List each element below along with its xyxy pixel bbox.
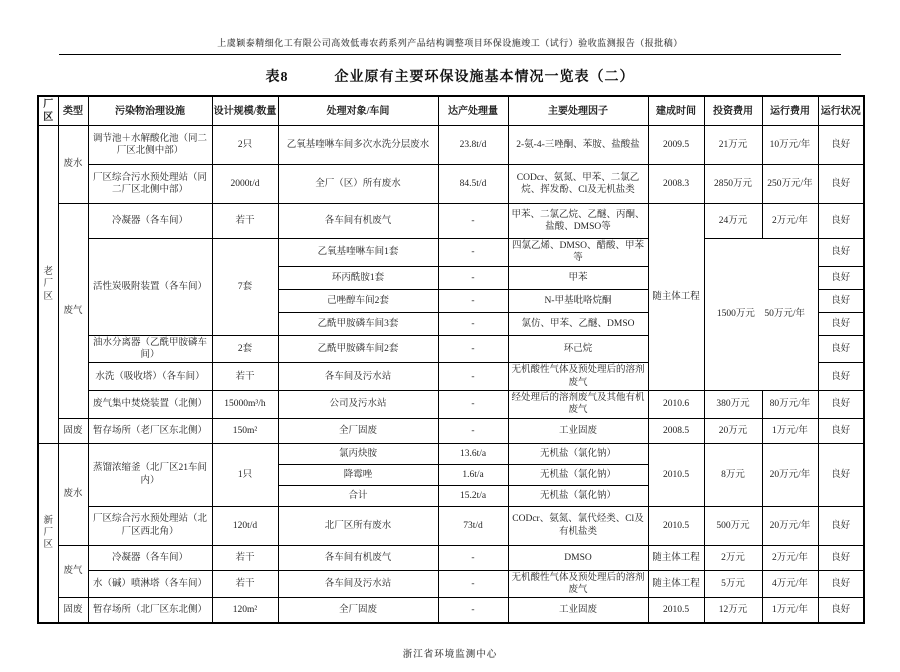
status-cell: 良好 [818, 545, 864, 570]
cost-merged-cell: 1500万元 50万元/年 [704, 239, 818, 391]
scale-cell: 2000t/d [212, 165, 278, 204]
target-cell: 乙酰甲胺磷车间2套 [278, 335, 438, 363]
run-cost-cell: 4万元/年 [762, 570, 818, 598]
capacity-cell: 23.8t/d [438, 126, 508, 165]
status-cell: 良好 [818, 443, 864, 506]
target-cell: 北厂区所有废水 [278, 506, 438, 545]
target-cell: 各车间有机废气 [278, 545, 438, 570]
status-cell: 良好 [818, 598, 864, 624]
factor-cell: 工业固废 [508, 418, 648, 443]
invest-cost-cell: 8万元 [704, 443, 762, 506]
factor-cell: 甲苯、二氯乙烷、乙醚、丙酮、盐酸、DMSO等 [508, 204, 648, 239]
column-header: 厂区 [38, 96, 58, 126]
column-header: 建成时间 [648, 96, 704, 126]
capacity-cell: - [438, 204, 508, 239]
column-header: 处理对象/车间 [278, 96, 438, 126]
page-title [0, 66, 900, 86]
factor-cell: 工业固废 [508, 598, 648, 624]
column-header: 污染物治理设施 [88, 96, 212, 126]
invest-cost-cell: 500万元 [704, 506, 762, 545]
waste-type-cell: 废气 [58, 545, 88, 598]
factor-cell: 氯仿、甲苯、乙醚、DMSO [508, 312, 648, 335]
scale-cell: 若干 [212, 363, 278, 391]
status-cell: 良好 [818, 312, 864, 335]
build-date-cell: 2009.5 [648, 126, 704, 165]
status-cell: 良好 [818, 506, 864, 545]
scale-cell: 120m² [212, 598, 278, 624]
factor-cell: CODcr、氨氮、甲苯、二氯乙烷、挥发酚、Cl及无机盐类 [508, 165, 648, 204]
target-cell: 公司及污水站 [278, 391, 438, 419]
facility-cell: 水（碱）喷淋塔（各车间） [88, 570, 212, 598]
invest-cost-cell: 2万元 [704, 545, 762, 570]
column-header: 运行费用 [762, 96, 818, 126]
invest-cost-cell: 5万元 [704, 570, 762, 598]
capacity-cell: - [438, 418, 508, 443]
scale-cell: 120t/d [212, 506, 278, 545]
table-row [38, 443, 864, 464]
capacity-cell: - [438, 239, 508, 267]
capacity-cell: - [438, 289, 508, 312]
target-cell: 各车间有机废气 [278, 204, 438, 239]
factor-cell: 经处理后的溶剂废气及其他有机废气 [508, 391, 648, 419]
table-row [38, 126, 864, 165]
build-date-cell: 随主体工程 [648, 570, 704, 598]
target-cell: 全厂（区）所有废水 [278, 165, 438, 204]
capacity-cell: - [438, 363, 508, 391]
facility-cell: 调节池＋水解酸化池（同二厂区北侧中部） [88, 126, 212, 165]
header-row [38, 96, 864, 126]
facilities-table [37, 95, 865, 624]
factor-cell: 甲苯 [508, 266, 648, 289]
capacity-cell: 1.6t/a [438, 464, 508, 485]
run-cost-cell: 20万元/年 [762, 506, 818, 545]
capacity-cell: - [438, 266, 508, 289]
scale-cell: 若干 [212, 545, 278, 570]
scale-cell: 15000m³/h [212, 391, 278, 419]
facility-cell: 活性炭吸附装置（各车间） [88, 239, 212, 336]
build-date-cell: 2010.5 [648, 598, 704, 624]
column-header: 投资费用 [704, 96, 762, 126]
factor-cell: 无机酸性气体及预处理后的溶剂废气 [508, 363, 648, 391]
build-date-cell: 2010.5 [648, 443, 704, 506]
run-cost-cell: 2万元/年 [762, 204, 818, 239]
target-cell: 降霉唑 [278, 464, 438, 485]
run-cost-cell: 80万元/年 [762, 391, 818, 419]
column-header: 类型 [58, 96, 88, 126]
capacity-cell: - [438, 545, 508, 570]
document-header-line: 上虞颖泰精细化工有限公司高效低毒农药系列产品结构调整项目环保设施竣工（试行）验收监测报告（报批稿） [59, 36, 841, 55]
invest-cost-cell: 21万元 [704, 126, 762, 165]
run-cost-cell: 2万元/年 [762, 545, 818, 570]
capacity-cell: 15.2t/a [438, 485, 508, 506]
target-cell: 乙酰甲胺磷车间3套 [278, 312, 438, 335]
run-cost-cell: 250万元/年 [762, 165, 818, 204]
facility-cell: 废气集中焚烧装置（北侧） [88, 391, 212, 419]
target-cell: 各车间及污水站 [278, 363, 438, 391]
run-cost-cell: 1万元/年 [762, 598, 818, 624]
status-cell: 良好 [818, 418, 864, 443]
capacity-cell: 73t/d [438, 506, 508, 545]
table-row [38, 418, 864, 443]
status-cell: 良好 [818, 289, 864, 312]
facility-cell: 厂区综合污水预处理站（北厂区西北角） [88, 506, 212, 545]
invest-cost-cell: 2850万元 [704, 165, 762, 204]
document-page [0, 36, 900, 672]
invest-cost-cell: 20万元 [704, 418, 762, 443]
facility-cell: 冷凝器（各车间） [88, 545, 212, 570]
facility-cell: 冷凝器（各车间） [88, 204, 212, 239]
status-cell: 良好 [818, 266, 864, 289]
facility-cell: 蒸馏浓缩釜（北厂区21车间内） [88, 443, 212, 506]
facility-cell: 暂存场所（老厂区东北侧） [88, 418, 212, 443]
factor-cell: 四氯乙烯、DMSO、醋酸、甲苯等 [508, 239, 648, 267]
factor-cell: 无机盐（氯化钠） [508, 443, 648, 464]
facility-cell: 水洗（吸收塔）（各车间） [88, 363, 212, 391]
target-cell: 乙氧基喹啉车间多次水洗分层废水 [278, 126, 438, 165]
plant-area-cell: 新厂区 [38, 443, 58, 623]
status-cell: 良好 [818, 239, 864, 267]
capacity-cell: - [438, 312, 508, 335]
target-cell: 己唑醇车间2套 [278, 289, 438, 312]
capacity-cell: - [438, 570, 508, 598]
build-date-cell: 随主体工程 [648, 545, 704, 570]
status-cell: 良好 [818, 165, 864, 204]
table-row [38, 545, 864, 570]
table-row [38, 239, 864, 267]
target-cell: 各车间及污水站 [278, 570, 438, 598]
factor-cell: 环己烷 [508, 335, 648, 363]
column-header: 主要处理因子 [508, 96, 648, 126]
table-row [38, 165, 864, 204]
capacity-cell: - [438, 598, 508, 624]
status-cell: 良好 [818, 391, 864, 419]
factor-cell: 无机盐（氯化钠） [508, 485, 648, 506]
table-row [38, 570, 864, 598]
table-title-text: 企业原有主要环保设施基本情况一览表（二） [334, 70, 635, 85]
build-date-cell: 2010.6 [648, 391, 704, 419]
table-row [38, 506, 864, 545]
target-cell: 环丙酰胺1套 [278, 266, 438, 289]
capacity-cell: - [438, 391, 508, 419]
status-cell: 良好 [818, 126, 864, 165]
column-header: 达产处理量 [438, 96, 508, 126]
target-cell: 乙氧基喹啉车间1套 [278, 239, 438, 267]
run-cost-cell: 20万元/年 [762, 443, 818, 506]
factor-cell: DMSO [508, 545, 648, 570]
table-number-label: 表8 [265, 70, 289, 85]
scale-cell: 1只 [212, 443, 278, 506]
status-cell: 良好 [818, 570, 864, 598]
facility-cell: 暂存场所（北厂区东北侧） [88, 598, 212, 624]
invest-cost-cell: 24万元 [704, 204, 762, 239]
capacity-cell: - [438, 335, 508, 363]
facility-cell: 厂区综合污水预处理站（同二厂区北侧中部） [88, 165, 212, 204]
plant-area-cell: 老厂区 [38, 126, 58, 444]
facility-cell: 油水分离器（乙酰甲胺磷车间） [88, 335, 212, 363]
column-header: 设计规模/数量 [212, 96, 278, 126]
status-cell: 良好 [818, 335, 864, 363]
build-date-cell: 2010.5 [648, 506, 704, 545]
status-cell: 良好 [818, 204, 864, 239]
table-row [38, 391, 864, 419]
factor-cell: 无机酸性气体及预处理后的溶剂废气 [508, 570, 648, 598]
invest-cost-cell: 12万元 [704, 598, 762, 624]
factor-cell: N-甲基吡咯烷酮 [508, 289, 648, 312]
target-cell: 氯丙炔胺 [278, 443, 438, 464]
waste-type-cell: 废水 [58, 443, 88, 545]
scale-cell: 2只 [212, 126, 278, 165]
factor-cell: 无机盐（氯化钠） [508, 464, 648, 485]
run-cost-cell: 10万元/年 [762, 126, 818, 165]
scale-cell: 7套 [212, 239, 278, 336]
invest-cost-cell: 380万元 [704, 391, 762, 419]
target-cell: 全厂固废 [278, 418, 438, 443]
build-date-cell: 2008.3 [648, 165, 704, 204]
scale-cell: 150m² [212, 418, 278, 443]
column-header: 运行状况 [818, 96, 864, 126]
scale-cell: 若干 [212, 570, 278, 598]
document-footer: 浙江省环境监测中心 [402, 650, 498, 661]
capacity-cell: 13.6t/a [438, 443, 508, 464]
target-cell: 全厂固废 [278, 598, 438, 624]
table-row [38, 598, 864, 624]
scale-cell: 2套 [212, 335, 278, 363]
scale-cell: 若干 [212, 204, 278, 239]
build-date-cell: 随主体工程 [648, 204, 704, 391]
factor-cell: CODcr、氨氮、氯代烃类、Cl及有机盐类 [508, 506, 648, 545]
status-cell: 良好 [818, 363, 864, 391]
build-date-cell: 2008.5 [648, 418, 704, 443]
waste-type-cell: 固废 [58, 598, 88, 624]
target-cell: 合计 [278, 485, 438, 506]
waste-type-cell: 固废 [58, 418, 88, 443]
run-cost-cell: 1万元/年 [762, 418, 818, 443]
capacity-cell: 84.5t/d [438, 165, 508, 204]
table-row [38, 204, 864, 239]
waste-type-cell: 废气 [58, 204, 88, 419]
waste-type-cell: 废水 [58, 126, 88, 204]
factor-cell: 2-氨-4-三唑酮、苯胺、盐酸盐 [508, 126, 648, 165]
